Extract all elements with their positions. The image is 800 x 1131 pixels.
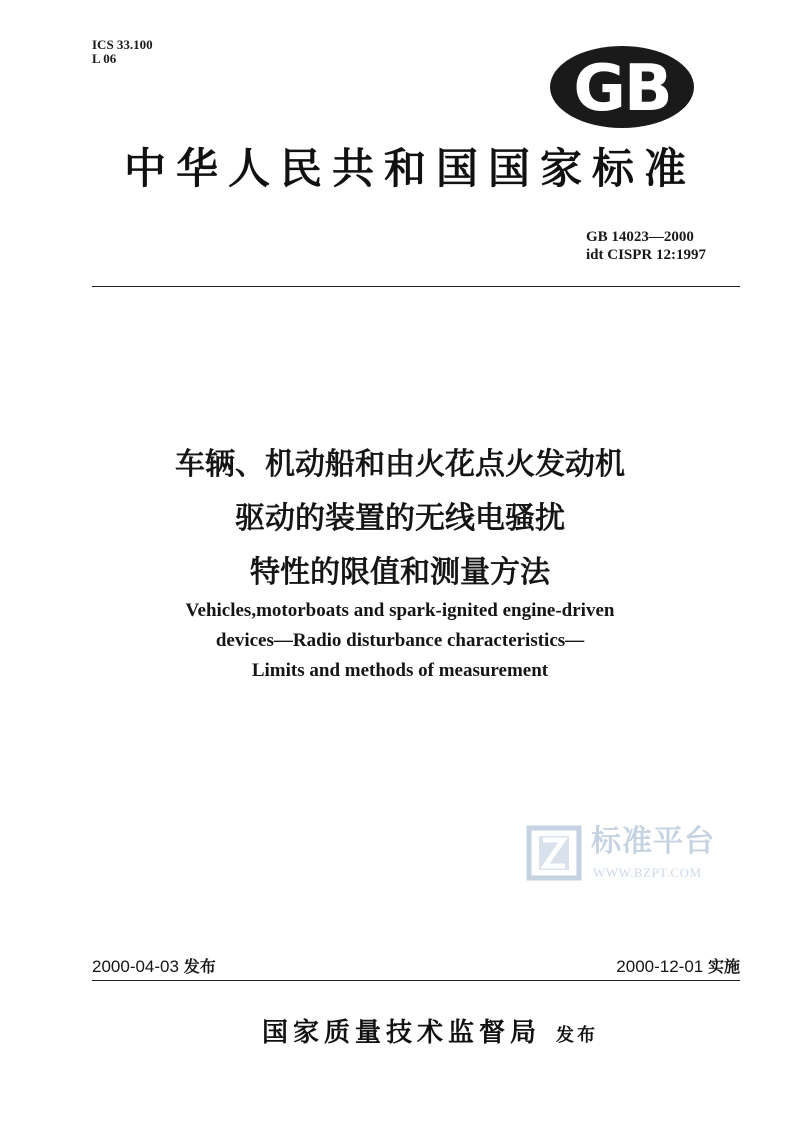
- category-code: L 06: [92, 51, 117, 66]
- ics-code: ICS 33.100: [92, 37, 153, 52]
- issue-date-label: 发布: [183, 957, 216, 976]
- bottom-divider: [92, 980, 740, 981]
- publisher: [150, 1012, 710, 1049]
- chinese-title-line: 特性的限值和测量方法: [250, 555, 550, 590]
- publisher-organization: 国家质量技术监督局: [261, 1018, 541, 1048]
- chinese-title-line: 驱动的装置的无线电骚扰: [235, 501, 565, 536]
- watermark-name: 标准平台: [591, 824, 715, 859]
- standard-equivalence: idt CISPR 12:1997: [585, 247, 706, 263]
- chinese-title-line: 车辆、机动船和由火花点火发动机: [175, 447, 625, 482]
- effective-date-value: 2000-12-01: [616, 957, 704, 976]
- watermark-url: WWW.BZPT.COM: [593, 865, 702, 880]
- classification-block: [92, 38, 153, 66]
- standard-number-block: [586, 228, 706, 264]
- issue-date: [92, 956, 216, 978]
- top-divider: [92, 286, 740, 287]
- effective-date-label: 实施: [707, 957, 740, 976]
- gb-logo-icon: [548, 44, 696, 130]
- english-title-line: devices—Radio disturbance characteristics—: [215, 630, 585, 651]
- effective-date: [616, 956, 740, 978]
- bz-logo-icon: [525, 822, 583, 882]
- gb-logo-text: GB: [573, 52, 671, 126]
- english-title-line: Vehicles,motorboats and spark-ignited engine-driven: [185, 600, 615, 621]
- english-title-line: Limits and methods of measurement: [251, 660, 549, 681]
- publisher-issue-label: 发布: [556, 1025, 599, 1046]
- standard-number: GB 14023—2000: [585, 229, 694, 245]
- english-title: [60, 596, 740, 686]
- national-standard-title: 中华人民共和国国家标准: [123, 144, 696, 193]
- chinese-title: [60, 438, 740, 600]
- issue-date-value: 2000-04-03: [92, 957, 179, 976]
- watermark: [525, 822, 735, 894]
